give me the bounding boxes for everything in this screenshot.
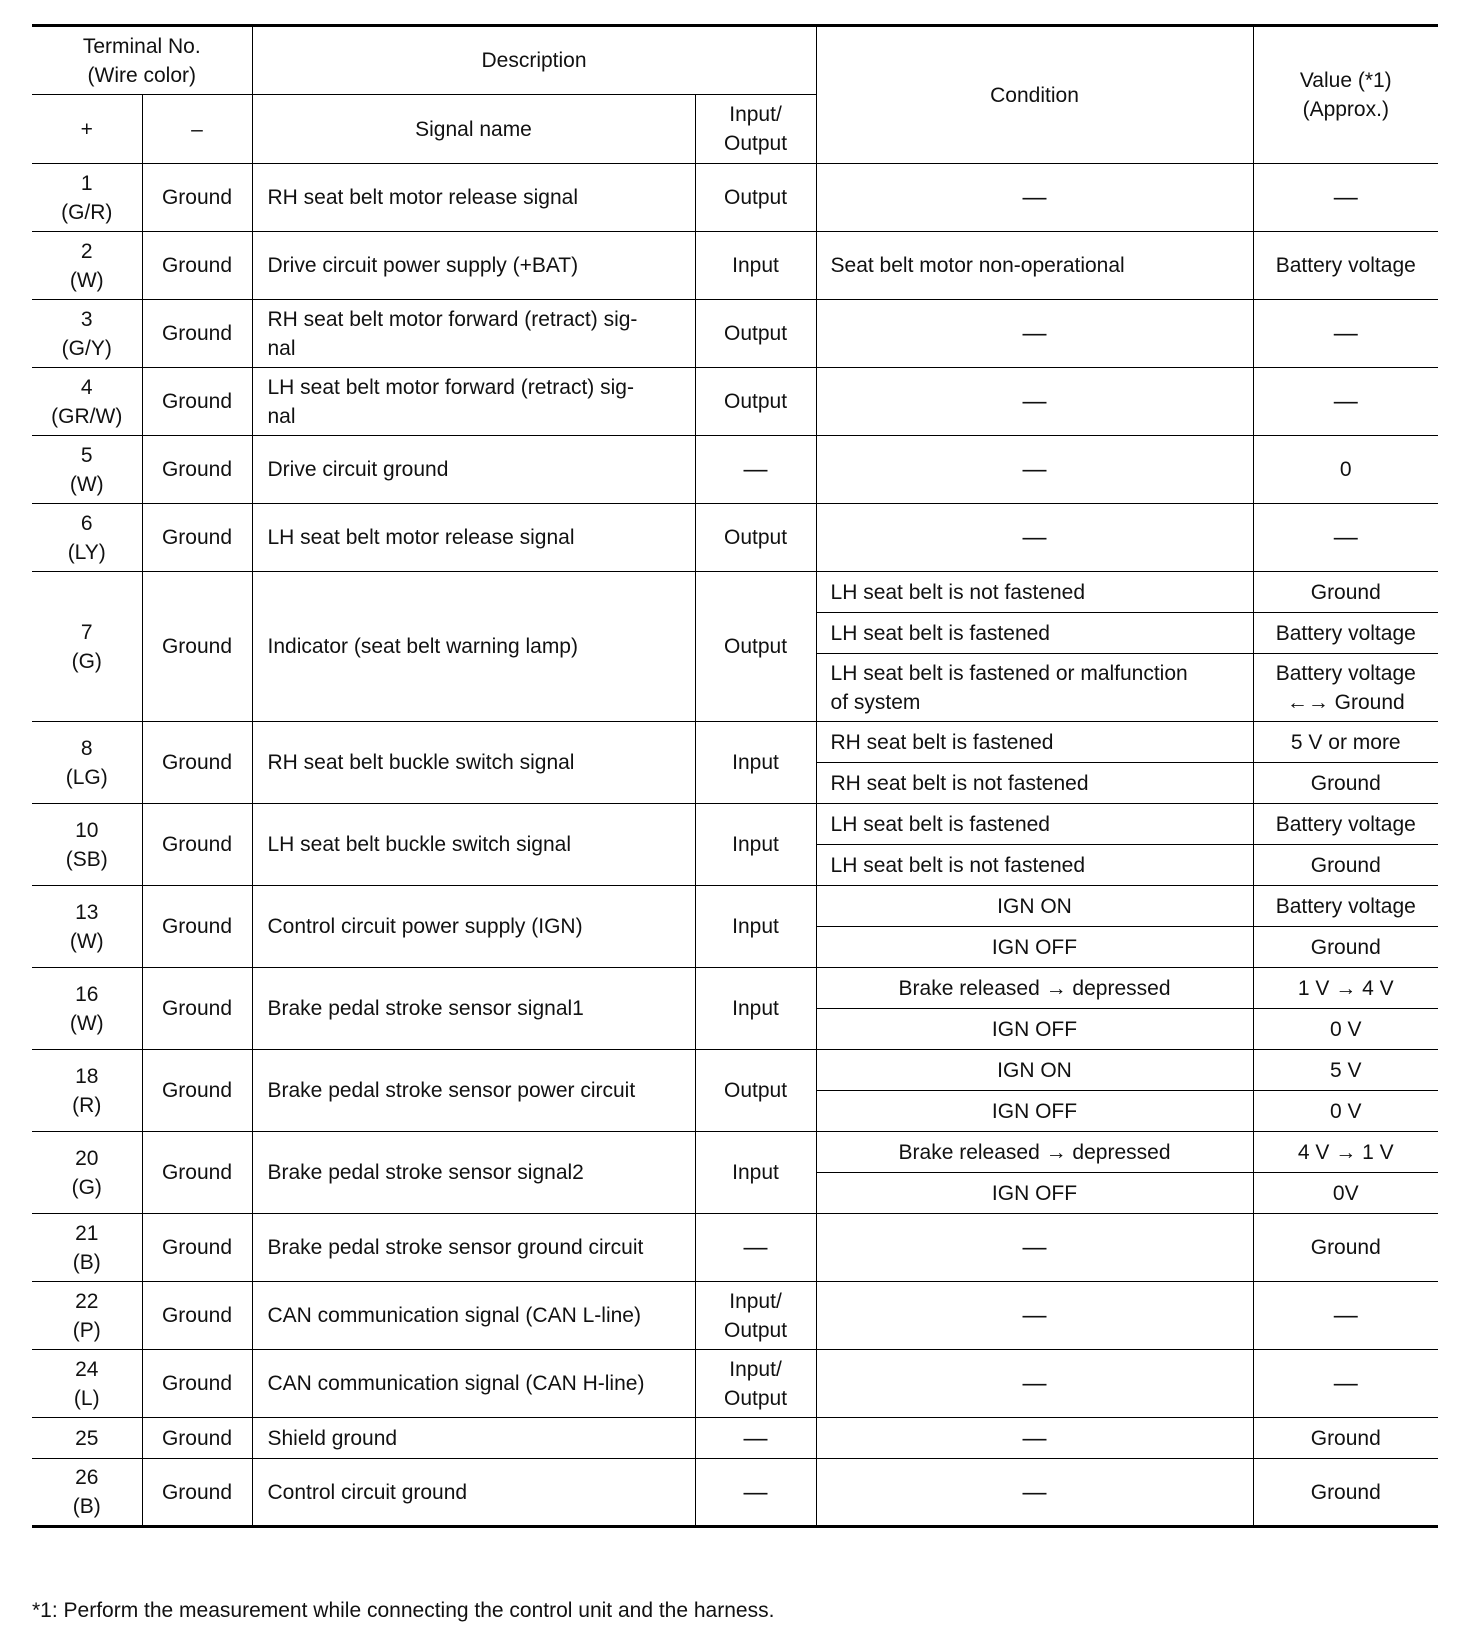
table-row (32, 300, 1438, 368)
value-cell: 0V (1253, 1173, 1438, 1214)
condition-cell: LH seat belt is not fastened (816, 572, 1253, 613)
table-row (32, 368, 1438, 436)
header-description: Description (252, 26, 816, 95)
condition-cell: IGN OFF (816, 1091, 1253, 1132)
value-cell: Battery voltage ←→ Ground (1253, 654, 1438, 722)
value-cell: Battery voltage (1253, 232, 1438, 300)
input-output: Output (695, 1050, 816, 1132)
signal-name: Brake pedal stroke sensor ground circuit (252, 1214, 695, 1282)
condition-cell: IGN OFF (816, 1009, 1253, 1050)
condition-cell: — (816, 436, 1253, 504)
condition-cell: — (816, 300, 1253, 368)
table-row (32, 968, 1438, 1009)
terminal-number: 3 (G/Y) (32, 300, 142, 368)
terminal-number: 21 (B) (32, 1214, 142, 1282)
table-row (32, 722, 1438, 763)
terminal-number: 6 (LY) (32, 504, 142, 572)
terminal-minus: Ground (142, 368, 252, 436)
terminal-minus: Ground (142, 572, 252, 722)
header-input-output: Input/ Output (695, 95, 816, 164)
terminal-minus: Ground (142, 968, 252, 1050)
signal-name: LH seat belt motor release signal (252, 504, 695, 572)
header-plus: + (32, 95, 142, 164)
header-signal-name: Signal name (252, 95, 695, 164)
condition-cell: IGN OFF (816, 927, 1253, 968)
condition-cell: — (816, 368, 1253, 436)
table-row (32, 1050, 1438, 1091)
value-cell: Battery voltage (1253, 804, 1438, 845)
terminal-table-sheet (32, 24, 1438, 1528)
condition-cell: IGN ON (816, 1050, 1253, 1091)
signal-name: RH seat belt buckle switch signal (252, 722, 695, 804)
terminal-number: 22 (P) (32, 1282, 142, 1350)
signal-name: LH seat belt motor forward (retract) sig- nal (252, 368, 695, 436)
value-cell: 0 (1253, 436, 1438, 504)
terminal-minus: Ground (142, 1214, 252, 1282)
input-output: — (695, 1214, 816, 1282)
value-cell: 0 V (1253, 1091, 1438, 1132)
terminal-minus: Ground (142, 504, 252, 572)
terminal-minus: Ground (142, 1282, 252, 1350)
condition-cell: Brake released → depressed (816, 968, 1253, 1009)
signal-name: Brake pedal stroke sensor power circuit (252, 1050, 695, 1132)
value-cell: — (1253, 164, 1438, 232)
value-cell: Battery voltage (1253, 613, 1438, 654)
signal-name: CAN communication signal (CAN L-line) (252, 1282, 695, 1350)
signal-name: LH seat belt buckle switch signal (252, 804, 695, 886)
signal-name: Control circuit power supply (IGN) (252, 886, 695, 968)
condition-cell: Seat belt motor non-operational (816, 232, 1253, 300)
table-row (32, 1214, 1438, 1282)
input-output: Input (695, 968, 816, 1050)
input-output: Input/ Output (695, 1282, 816, 1350)
value-cell: — (1253, 1282, 1438, 1350)
signal-name: Indicator (seat belt warning lamp) (252, 572, 695, 722)
terminal-minus: Ground (142, 886, 252, 968)
table-row (32, 436, 1438, 504)
condition-cell: LH seat belt is fastened (816, 613, 1253, 654)
terminal-table-body (32, 164, 1438, 1527)
terminal-number: 13 (W) (32, 886, 142, 968)
signal-name: Shield ground (252, 1418, 695, 1459)
condition-cell: — (816, 1214, 1253, 1282)
value-cell: Ground (1253, 1214, 1438, 1282)
header-condition: Condition (816, 26, 1253, 164)
signal-name: Control circuit ground (252, 1459, 695, 1527)
condition-cell: Brake released → depressed (816, 1132, 1253, 1173)
condition-cell: IGN OFF (816, 1173, 1253, 1214)
terminal-minus: Ground (142, 1350, 252, 1418)
value-cell: Ground (1253, 763, 1438, 804)
input-output: Output (695, 368, 816, 436)
value-cell: 1 V → 4 V (1253, 968, 1438, 1009)
terminal-minus: Ground (142, 300, 252, 368)
signal-name: Brake pedal stroke sensor signal1 (252, 968, 695, 1050)
terminal-minus: Ground (142, 1459, 252, 1527)
condition-cell: LH seat belt is fastened or malfunction of system (816, 654, 1253, 722)
value-cell: 5 V or more (1253, 722, 1438, 763)
table-row (32, 886, 1438, 927)
condition-cell: — (816, 164, 1253, 232)
value-cell: 0 V (1253, 1009, 1438, 1050)
terminal-number: 18 (R) (32, 1050, 142, 1132)
condition-cell: RH seat belt is not fastened (816, 763, 1253, 804)
table-row (32, 1418, 1438, 1459)
input-output: Output (695, 300, 816, 368)
value-cell: Ground (1253, 572, 1438, 613)
input-output: Output (695, 504, 816, 572)
value-cell: — (1253, 1350, 1438, 1418)
signal-name: Drive circuit ground (252, 436, 695, 504)
footnote: *1: Perform the measurement while connecting the control unit and the harness. (32, 1599, 775, 1622)
input-output: Output (695, 572, 816, 722)
terminal-number: 5 (W) (32, 436, 142, 504)
value-cell: Ground (1253, 927, 1438, 968)
terminal-minus: Ground (142, 164, 252, 232)
value-cell: 4 V → 1 V (1253, 1132, 1438, 1173)
signal-name: Brake pedal stroke sensor signal2 (252, 1132, 695, 1214)
signal-name: Drive circuit power supply (+BAT) (252, 232, 695, 300)
header-value: Value (*1) (Approx.) (1253, 26, 1438, 164)
terminal-minus: Ground (142, 722, 252, 804)
table-row (32, 504, 1438, 572)
terminal-number: 8 (LG) (32, 722, 142, 804)
signal-name: RH seat belt motor forward (retract) sig- nal (252, 300, 695, 368)
value-cell: 5 V (1253, 1050, 1438, 1091)
value-cell: — (1253, 300, 1438, 368)
condition-cell: LH seat belt is fastened (816, 804, 1253, 845)
terminal-minus: Ground (142, 1050, 252, 1132)
condition-cell: — (816, 1350, 1253, 1418)
value-cell: — (1253, 504, 1438, 572)
input-output: Input (695, 232, 816, 300)
input-output: Output (695, 164, 816, 232)
input-output: Input (695, 804, 816, 886)
terminal-number: 2 (W) (32, 232, 142, 300)
input-output: Input/ Output (695, 1350, 816, 1418)
terminal-minus: Ground (142, 1132, 252, 1214)
terminal-minus: Ground (142, 804, 252, 886)
terminal-minus: Ground (142, 1418, 252, 1459)
condition-cell: — (816, 1282, 1253, 1350)
terminal-number: 20 (G) (32, 1132, 142, 1214)
signal-name: CAN communication signal (CAN H-line) (252, 1350, 695, 1418)
table-row (32, 1459, 1438, 1527)
terminal-number: 25 (32, 1418, 142, 1459)
condition-cell: — (816, 504, 1253, 572)
terminal-number: 24 (L) (32, 1350, 142, 1418)
table-row (32, 1282, 1438, 1350)
condition-cell: — (816, 1418, 1253, 1459)
terminal-number: 7 (G) (32, 572, 142, 722)
terminal-number: 10 (SB) (32, 804, 142, 886)
table-row (32, 1132, 1438, 1173)
header-terminal-no: Terminal No. (Wire color) (32, 26, 252, 95)
input-output: — (695, 1459, 816, 1527)
terminal-minus: Ground (142, 436, 252, 504)
condition-cell: — (816, 1459, 1253, 1527)
value-cell: — (1253, 368, 1438, 436)
value-cell: Ground (1253, 1418, 1438, 1459)
terminal-number: 4 (GR/W) (32, 368, 142, 436)
value-cell: Ground (1253, 1459, 1438, 1527)
table-row (32, 804, 1438, 845)
condition-cell: LH seat belt is not fastened (816, 845, 1253, 886)
table-row (32, 572, 1438, 613)
table-row (32, 164, 1438, 232)
input-output: — (695, 436, 816, 504)
terminal-table (32, 24, 1438, 1528)
condition-cell: RH seat belt is fastened (816, 722, 1253, 763)
input-output: — (695, 1418, 816, 1459)
input-output: Input (695, 886, 816, 968)
header-minus: – (142, 95, 252, 164)
signal-name: RH seat belt motor release signal (252, 164, 695, 232)
terminal-number: 1 (G/R) (32, 164, 142, 232)
input-output: Input (695, 722, 816, 804)
terminal-minus: Ground (142, 232, 252, 300)
table-row (32, 232, 1438, 300)
condition-cell: IGN ON (816, 886, 1253, 927)
terminal-number: 26 (B) (32, 1459, 142, 1527)
input-output: Input (695, 1132, 816, 1214)
terminal-number: 16 (W) (32, 968, 142, 1050)
value-cell: Battery voltage (1253, 886, 1438, 927)
value-cell: Ground (1253, 845, 1438, 886)
table-row (32, 1350, 1438, 1418)
